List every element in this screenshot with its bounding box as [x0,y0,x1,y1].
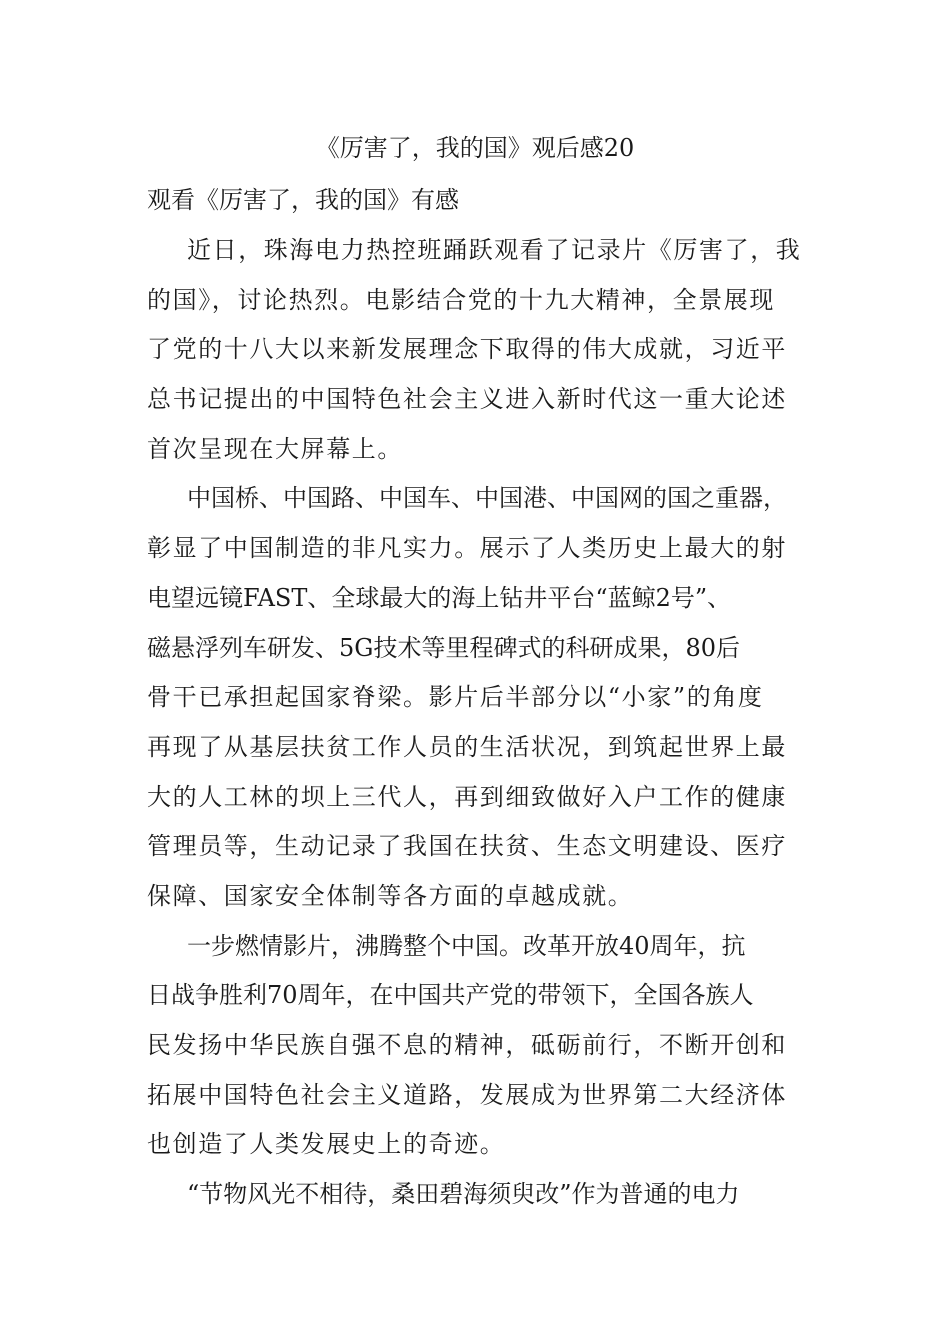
paragraph-line: 日战争胜利70周年，在中国共产党的带领下，全国各族人 [147,981,754,1010]
paragraph-line: 拓展中国特色社会主义道路，发展成为世界第二大经济体 [147,1080,787,1109]
paragraph-line: 的国》，讨论热烈。电影结合党的十九大精神，全景展现 [147,285,775,314]
paragraph-line: 民发扬中华民族自强不息的精神，砥砺前行，不断开创和 [147,1031,787,1059]
paragraph [147,474,833,921]
document-title: 《厉害了，我的国》观后感20 [315,134,635,162]
paragraph-line: 近日，珠海电力热控班踊跃观看了记录片《厉害了，我 [187,236,802,264]
paragraph-line: “节物风光不相待，桑田碧海须臾改”作为普通的电力 [187,1180,740,1209]
paragraph-line: 大的人工林的坝上三代人，再到细致做好入户工作的健康 [147,782,787,811]
paragraph-line: 管理员等，生动记录了我国在扶贫、生态文明建设、医疗 [147,832,787,861]
paragraph-line: 了党的十八大以来新发展理念下取得的伟大成就，习近平 [147,335,787,364]
paragraph [147,226,833,474]
paragraph-line: 骨干已承担起国家脊梁。影片后半部分以“小家”的角度 [147,683,764,712]
paragraph-line: 总书记提出的中国特色社会主义进入新时代这一重大论述 [147,385,787,414]
paragraph [147,922,833,1170]
paragraph-line: 彰显了中国制造的非凡实力。展示了人类历史上最大的射 [147,534,787,563]
paragraph-line: 保障、国家安全体制等各方面的卓越成就。 [147,881,634,910]
document-body [147,226,833,1220]
paragraph-line: 再现了从基层扶贫工作人员的生活状况，到筑起世界上最 [147,732,787,761]
paragraph [147,1170,833,1220]
document-subtitle: 观看《厉害了，我的国》有感 [147,186,459,214]
paragraph-line: 磁悬浮列车研发、5G技术等里程碑式的科研成果，80后 [147,633,740,662]
paragraph-line: 一步燃情影片，沸腾整个中国。改革开放40周年，抗 [187,931,746,960]
paragraph-line: 也创造了人类发展史上的奇迹。 [147,1130,506,1159]
paragraph-line: 中国桥、中国路、中国车、中国港、中国网的国之重器， [187,484,787,513]
paragraph-line: 电望远镜FAST、全球最大的海上钻井平台“蓝鲸2号”、 [147,583,732,612]
paragraph-line: 首次呈现在大屏幕上。 [147,434,403,463]
